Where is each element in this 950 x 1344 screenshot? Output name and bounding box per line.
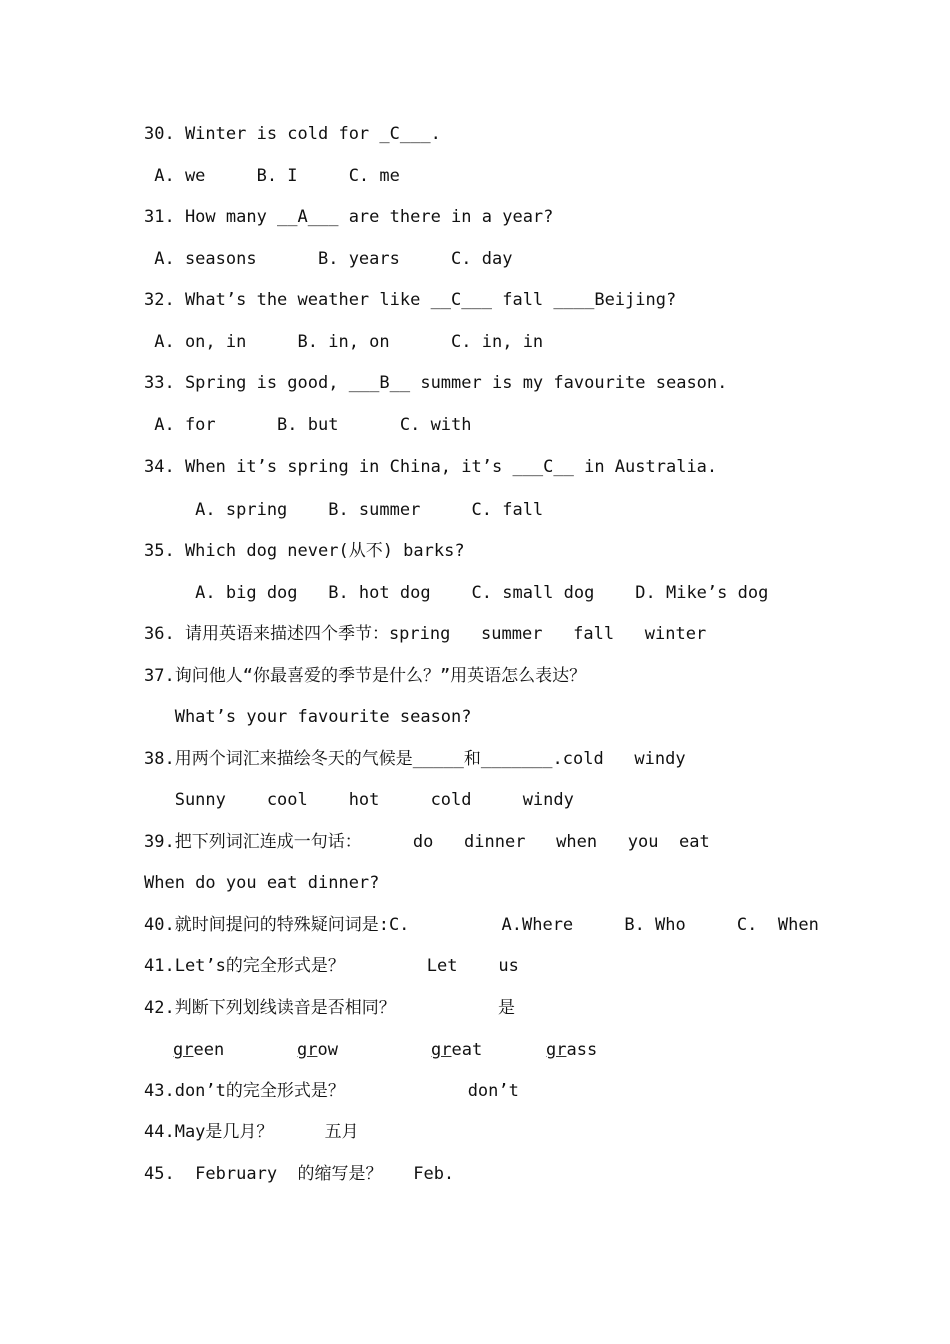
- q34-options: A. spring B. summer C. fall: [144, 500, 544, 520]
- q33-question: 33. Spring is good, ___B__ summer is my favourite season.: [144, 373, 728, 393]
- q37-question: 37.询问他人“你最喜爱的季节是什么？”用英语怎么表达？: [144, 666, 587, 686]
- q42-word-great: [431, 1040, 482, 1060]
- q30-options: A. we B. I C. me: [144, 166, 400, 186]
- underlined-part: gr: [546, 1040, 567, 1060]
- q35-question: 35. Which dog never(从不) barks?: [144, 541, 465, 561]
- q35-options: A. big dog B. hot dog C. small dog D. Mike’s dog: [144, 583, 769, 603]
- q37-answer: What’s your favourite season?: [144, 707, 472, 727]
- q33-options: A. for B. but C. with: [144, 415, 472, 435]
- q42-question: 42.判断下列划线读音是否相同？ 是: [144, 998, 516, 1018]
- word-rest: ow: [317, 1040, 338, 1060]
- q32-options: A. on, in B. in, on C. in, in: [144, 332, 544, 352]
- q36-question: 36. 请用英语来描述四个季节：spring summer fall winter: [144, 624, 707, 644]
- q42-word-green: [173, 1040, 224, 1060]
- q39-question: 39.把下列词汇连成一句话： do dinner when you eat: [144, 832, 710, 852]
- q41-question: 41.Let’s的完全形式是？ Let us: [144, 956, 519, 976]
- q31-question: 31. How many __A___ are there in a year?: [144, 207, 554, 227]
- q32-question: 32. What’s the weather like __C___ fall ____Beijing?: [144, 290, 677, 310]
- q42-word-grow: [297, 1040, 338, 1060]
- q34-question: 34. When it’s spring in China, it’s ___C__ in Australia.: [144, 457, 718, 477]
- q39-answer: When do you eat dinner?: [144, 873, 380, 893]
- underlined-part: gr: [173, 1040, 194, 1060]
- word-rest: ass: [566, 1040, 598, 1060]
- q40-question: 40.就时间提问的特殊疑问词是:C. A.Where B. Who C. When: [144, 915, 819, 935]
- underlined-part: gr: [297, 1040, 318, 1060]
- q38-question: 38.用两个词汇来描绘冬天的气候是_____和_______.cold windy: [144, 749, 686, 769]
- q43-question: 43.don’t的完全形式是？ don’t: [144, 1081, 519, 1101]
- q31-options: A. seasons B. years C. day: [144, 249, 513, 269]
- q38-words: Sunny cool hot cold windy: [144, 790, 574, 810]
- word-rest: eat: [451, 1040, 483, 1060]
- q45-question: 45. February 的缩写是？ Feb.: [144, 1164, 455, 1184]
- word-rest: een: [193, 1040, 225, 1060]
- q42-word-grass: [546, 1040, 597, 1060]
- q30-question: 30. Winter is cold for _C___.: [144, 124, 441, 144]
- q44-question: 44.May是几月？ 五月: [144, 1122, 359, 1142]
- underlined-part: gr: [431, 1040, 452, 1060]
